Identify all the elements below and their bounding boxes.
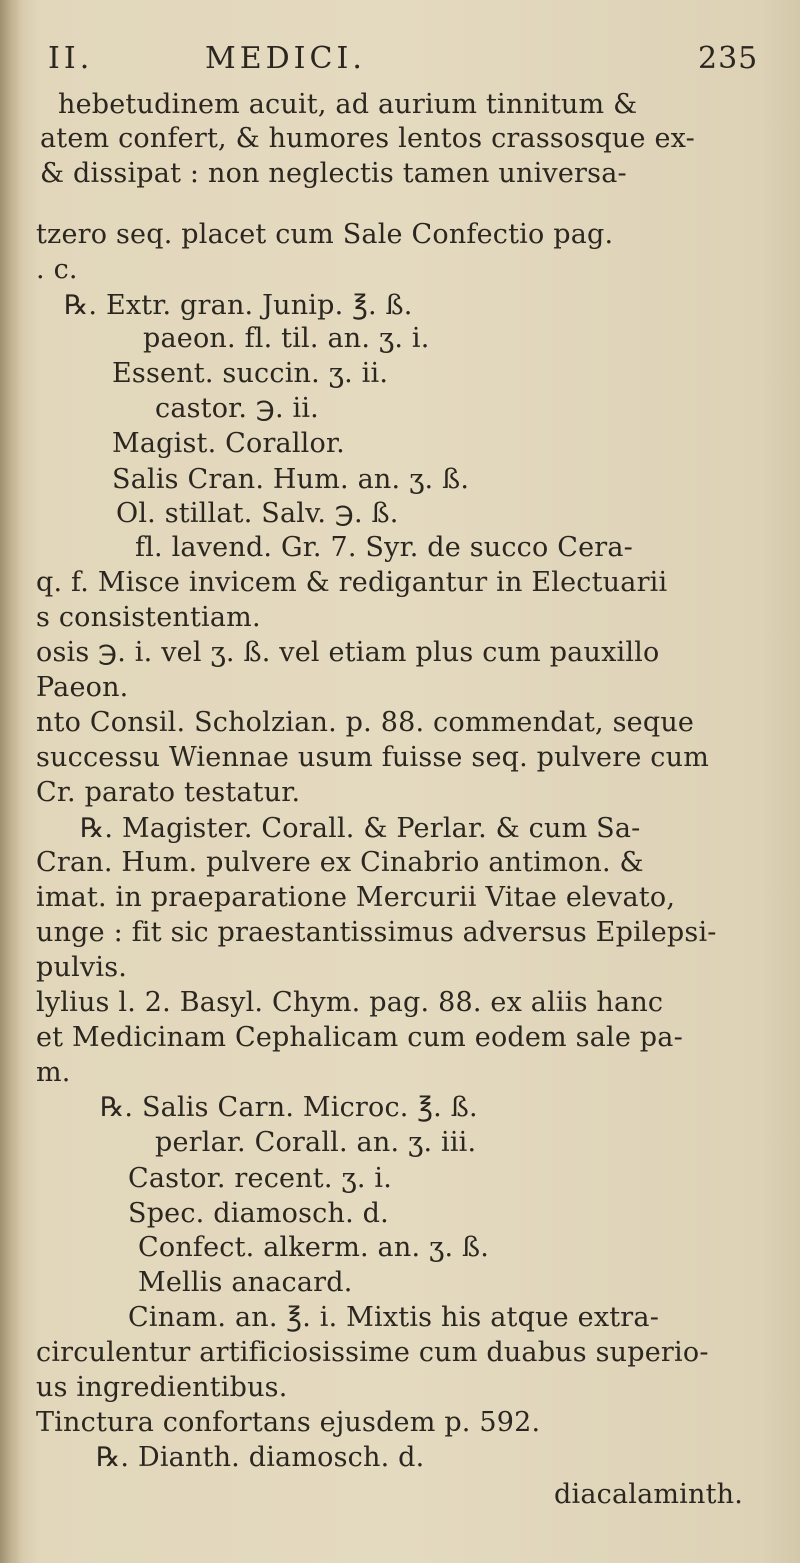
page-number: 235 (698, 41, 759, 76)
text-line: circulentur artificiosissime cum duabus superio- (36, 1337, 709, 1368)
recipe-line: paeon. fl. til. an. ʒ. i. (143, 323, 430, 354)
recipe-line: ℞. Dianth. diamosch. d. (96, 1442, 425, 1473)
text-line: tzero seq. placet cum Sale Confectio pag. (36, 219, 614, 250)
text-line: m. (36, 1057, 71, 1088)
text-line: unge : fit sic praestantissimus adversus Epilepsi- (36, 917, 717, 948)
recipe-line: Salis Cran. Hum. an. ʒ. ß. (112, 464, 470, 495)
recipe-line: Castor. recent. ʒ. i. (128, 1163, 393, 1194)
text-line: q. f. Misce invicem & redigantur in Electuarii (36, 567, 668, 598)
recipe-line: Mellis anacard. (138, 1267, 353, 1298)
recipe-line: Confect. alkerm. an. ʒ. ß. (138, 1232, 490, 1263)
recipe-line: perlar. Corall. an. ʒ. iii. (155, 1127, 477, 1158)
text-line: . c. (36, 254, 78, 285)
recipe-line: Cinam. an. ℥. i. Mixtis his atque extra- (128, 1302, 660, 1333)
text-line: et Medicinam Cephalicam cum eodem sale pa- (36, 1022, 683, 1053)
text-line: Cran. Hum. pulvere ex Cinabrio antimon. & (36, 847, 644, 878)
recipe-line: ℞. Extr. gran. Junip. ℥. ß. (64, 290, 413, 321)
text-line: Paeon. (36, 672, 129, 703)
recipe-line: Spec. diamosch. d. (128, 1198, 389, 1229)
recipe-line: castor. ℈. ii. (155, 393, 319, 424)
text-line: imat. in praeparatione Mercurii Vitae elevato, (36, 882, 676, 913)
text-line: osis ℈. i. vel ʒ. ß. vel etiam plus cum pauxillo (36, 637, 660, 668)
recipe-line: Ol. stillat. Salv. ℈. ß. (116, 498, 399, 529)
catchword: diacalaminth. (554, 1479, 744, 1510)
text-line: lylius l. 2. Basyl. Chym. pag. 88. ex aliis hanc (36, 987, 664, 1018)
text-line: pulvis. (36, 952, 128, 983)
text-line: s consistentiam. (36, 602, 261, 633)
text-line: hebetudinem acuit, ad aurium tinnitum & (58, 89, 638, 120)
text-line: & dissipat : non neglectis tamen universa- (40, 158, 627, 189)
binding-gutter (0, 0, 22, 1563)
header-section-number: II. (48, 41, 94, 76)
recipe-line: ℞. Magister. Corall. & Perlar. & cum Sa- (80, 813, 641, 844)
text-line: us ingredientibus. (36, 1372, 288, 1403)
header-title: MEDICI. (205, 41, 366, 76)
text-line: successu Wiennae usum fuisse seq. pulvere cum (36, 742, 709, 773)
text-line: nto Consil. Scholzian. p. 88. commendat, seque (36, 707, 695, 738)
text-line: Cr. parato testatur. (36, 777, 301, 808)
recipe-line: Magist. Corallor. (112, 428, 345, 459)
text-line: Tinctura confortans ejusdem p. 592. (36, 1407, 541, 1438)
recipe-line: ℞. Salis Carn. Microc. ℥. ß. (100, 1092, 478, 1123)
recipe-line: fl. lavend. Gr. 7. Syr. de succo Cera- (135, 532, 634, 563)
text-line: atem confert, & humores lentos crassosque ex- (40, 123, 695, 154)
recipe-line: Essent. succin. ʒ. ii. (112, 358, 389, 389)
